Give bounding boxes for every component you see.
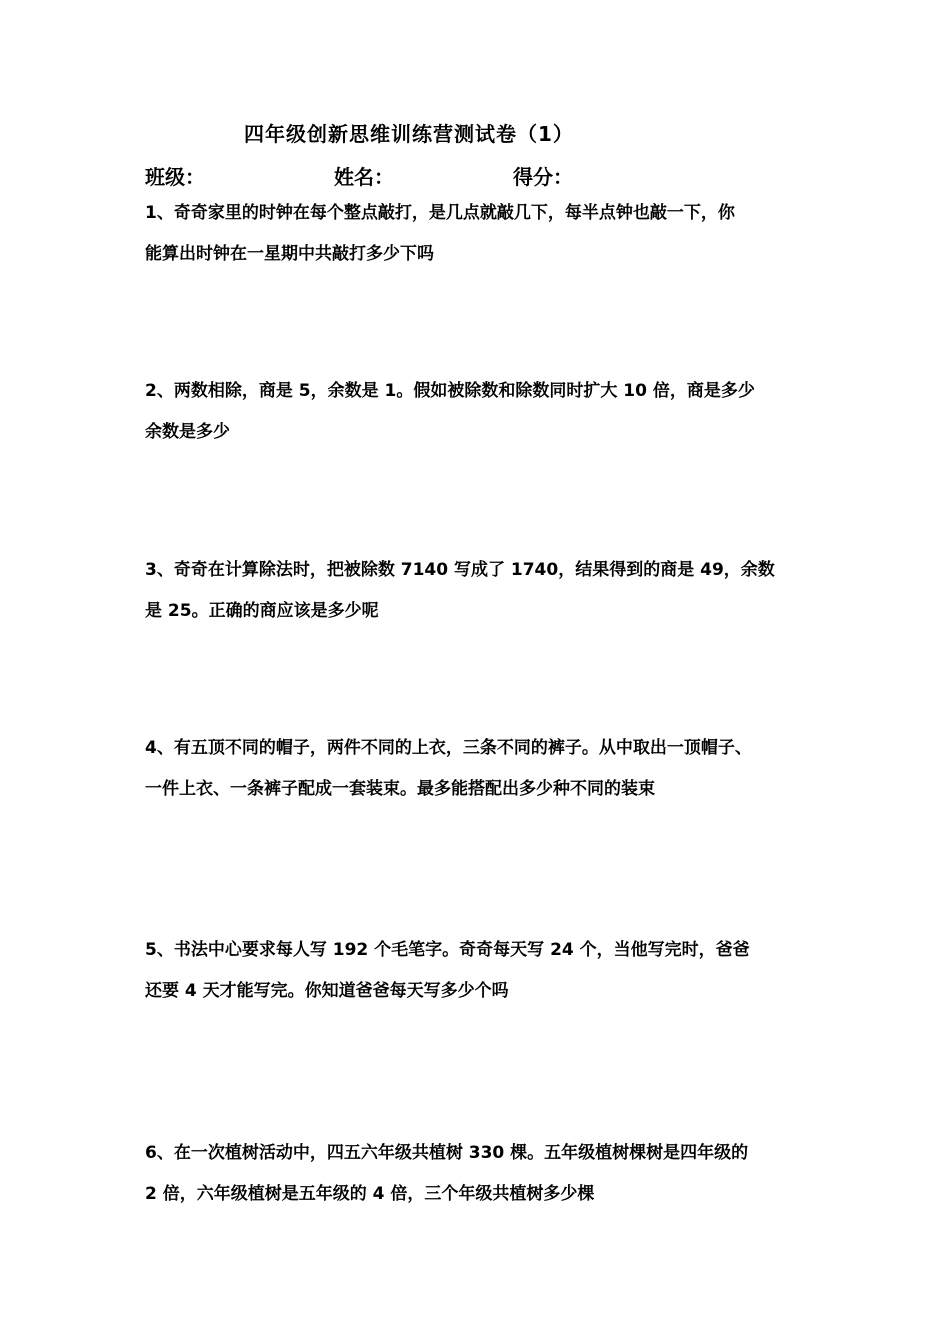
question-1-line-1: 1、奇奇家里的时钟在每个整点敲打，是几点就敲几下，每半点钟也敲一下，你 <box>145 203 735 223</box>
question-3-line-2: 是 25。正确的商应该是多少呢 <box>145 601 379 621</box>
score-label: 得分： <box>513 165 573 189</box>
question-4-line-1: 4、有五顶不同的帽子，两件不同的上衣，三条不同的裤子。从中取出一顶帽子、 <box>145 738 752 758</box>
question-4-line-2: 一件上衣、一条裤子配成一套装束。最多能搭配出多少种不同的装束 <box>145 779 655 799</box>
question-6 <box>145 1142 835 1205</box>
question-1 <box>145 202 835 265</box>
question-5-line-2: 还要 4 天才能写完。你知道爸爸每天写多少个吗 <box>145 981 509 1001</box>
question-5-line-1: 5、书法中心要求每人写 192 个毛笔字。奇奇每天写 24 个，当他写完时，爸爸 <box>145 940 750 960</box>
question-6-line-2: 2 倍，六年级植树是五年级的 4 倍，三个年级共植树多少棵 <box>145 1184 595 1204</box>
question-3 <box>145 559 835 622</box>
class-label: 班级： <box>145 165 205 189</box>
name-label: 姓名： <box>334 165 394 189</box>
page-title: 四年级创新思维训练营测试卷（1） <box>244 122 574 146</box>
question-1-line-2: 能算出时钟在一星期中共敲打多少下吗 <box>145 244 434 264</box>
question-2-line-2: 余数是多少 <box>145 422 230 442</box>
question-2-line-1: 2、两数相除，商是 5，余数是 1。假如被除数和除数同时扩大 10 倍，商是多少 <box>145 381 755 401</box>
question-5 <box>145 939 835 1002</box>
question-6-line-1: 6、在一次植树活动中，四五六年级共植树 330 棵。五年级植树棵树是四年级的 <box>145 1143 749 1163</box>
question-4 <box>145 737 835 800</box>
question-2 <box>145 380 835 443</box>
question-3-line-1: 3、奇奇在计算除法时，把被除数 7140 写成了 1740，结果得到的商是 49，余数 <box>145 560 775 580</box>
